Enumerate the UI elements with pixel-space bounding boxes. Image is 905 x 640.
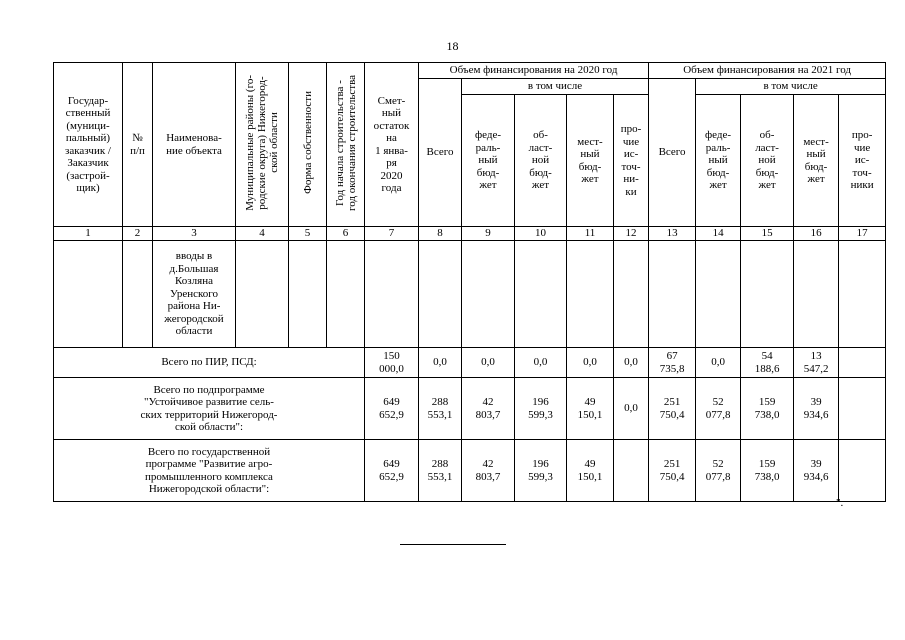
row-label: Всего по ПИР, ПСД: bbox=[54, 348, 365, 378]
cell-other-2021 bbox=[839, 378, 886, 440]
header-regional-2021: об- ласт- ной бюд- жет bbox=[741, 95, 794, 227]
cell-total-2020: 288 553,1 bbox=[419, 440, 462, 502]
cell-other-2021 bbox=[839, 440, 886, 502]
header-including-2020: в том числе bbox=[462, 79, 649, 95]
column-number: 11 bbox=[567, 227, 614, 241]
column-number: 10 bbox=[515, 227, 567, 241]
cell-other-2020 bbox=[614, 440, 649, 502]
continuation-row bbox=[54, 241, 886, 348]
cell-total-2021: 67 735,8 bbox=[649, 348, 696, 378]
cell-local-2021: 39 934,6 bbox=[794, 378, 839, 440]
header-local-2020: мест- ный бюд- жет bbox=[567, 95, 614, 227]
cell-balance: 649 652,9 bbox=[365, 440, 419, 502]
cell-federal-2020: 42 803,7 bbox=[462, 440, 515, 502]
column-number: 8 bbox=[419, 227, 462, 241]
header-federal-2020: феде- раль- ный бюд- жет bbox=[462, 95, 515, 227]
column-number: 9 bbox=[462, 227, 515, 241]
header-districts: Муниципальные районы (го- родские округа) Нижегород- ской области bbox=[236, 63, 289, 227]
object-name-continuation: вводы в д.Большая Козляна Уренского района Ни- жегородской области bbox=[153, 241, 236, 348]
financing-table bbox=[53, 62, 886, 502]
header-federal-2021: феде- раль- ный бюд- жет bbox=[696, 95, 741, 227]
cell-federal-2020: 42 803,7 bbox=[462, 378, 515, 440]
column-number: 7 bbox=[365, 227, 419, 241]
row-label: Всего по подпрограмме "Устойчивое развитие сель- ских территорий Нижегород- ской области": bbox=[54, 378, 365, 440]
cell-regional-2021: 159 738,0 bbox=[741, 440, 794, 502]
column-number: 4 bbox=[236, 227, 289, 241]
cell-balance: 649 652,9 bbox=[365, 378, 419, 440]
cell-regional-2020: 196 599,3 bbox=[515, 378, 567, 440]
closing-quote: ". bbox=[836, 497, 844, 509]
header-balance: Смет- ный остаток на 1 янва- ря 2020 года bbox=[365, 63, 419, 227]
column-number: 1 bbox=[54, 227, 123, 241]
row-label: Всего по государственной программе "Развитие агро- промышленного комплекса Нижегородской области": bbox=[54, 440, 365, 502]
column-number-row bbox=[54, 227, 886, 241]
column-number: 17 bbox=[839, 227, 886, 241]
footer-divider bbox=[400, 544, 506, 545]
cell-balance: 150 000,0 bbox=[365, 348, 419, 378]
header-ownership: Форма собственности bbox=[289, 63, 327, 227]
cell-regional-2020: 196 599,3 bbox=[515, 440, 567, 502]
cell-regional-2021: 54 188,6 bbox=[741, 348, 794, 378]
header-years: Год начала строительства - год окончания строительства bbox=[327, 63, 365, 227]
cell-local-2021: 39 934,6 bbox=[794, 440, 839, 502]
header-total-2020: Всего bbox=[419, 79, 462, 227]
page-number: 18 bbox=[446, 39, 459, 53]
row-subprogram bbox=[54, 378, 886, 440]
column-number: 15 bbox=[741, 227, 794, 241]
column-number: 13 bbox=[649, 227, 696, 241]
header-other-2021: про- чие ис- точ- ники bbox=[839, 95, 886, 227]
cell-federal-2021: 52 077,8 bbox=[696, 440, 741, 502]
column-number: 14 bbox=[696, 227, 741, 241]
row-pir-psd bbox=[54, 348, 886, 378]
column-number: 6 bbox=[327, 227, 365, 241]
header-customer: Государ- ственный (муници- пальный) заказчик / Заказчик (застрой- щик) bbox=[54, 63, 123, 227]
column-number: 3 bbox=[153, 227, 236, 241]
cell-other-2021 bbox=[839, 348, 886, 378]
cell-other-2020: 0,0 bbox=[614, 378, 649, 440]
header-row-1 bbox=[54, 63, 886, 79]
header-object-name: Наименова- ние объекта bbox=[153, 63, 236, 227]
header-local-2021: мест- ный бюд- жет bbox=[794, 95, 839, 227]
cell-regional-2020: 0,0 bbox=[515, 348, 567, 378]
header-funding-2021: Объем финансирования на 2021 год bbox=[649, 63, 886, 79]
row-state-program bbox=[54, 440, 886, 502]
cell-total-2020: 288 553,1 bbox=[419, 378, 462, 440]
header-funding-2020: Объем финансирования на 2020 год bbox=[419, 63, 649, 79]
cell-total-2021: 251 750,4 bbox=[649, 378, 696, 440]
cell-local-2020: 49 150,1 bbox=[567, 440, 614, 502]
header-other-2020: про- чие ис- точ- ни- ки bbox=[614, 95, 649, 227]
cell-local-2020: 0,0 bbox=[567, 348, 614, 378]
header-including-2021: в том числе bbox=[696, 79, 886, 95]
column-number: 16 bbox=[794, 227, 839, 241]
column-number: 5 bbox=[289, 227, 327, 241]
cell-local-2020: 49 150,1 bbox=[567, 378, 614, 440]
column-number: 12 bbox=[614, 227, 649, 241]
cell-total-2021: 251 750,4 bbox=[649, 440, 696, 502]
cell-federal-2020: 0,0 bbox=[462, 348, 515, 378]
cell-other-2020: 0,0 bbox=[614, 348, 649, 378]
column-number: 2 bbox=[123, 227, 153, 241]
header-number: № п/п bbox=[123, 63, 153, 227]
cell-federal-2021: 0,0 bbox=[696, 348, 741, 378]
cell-total-2020: 0,0 bbox=[419, 348, 462, 378]
header-total-2021: Всего bbox=[649, 79, 696, 227]
cell-regional-2021: 159 738,0 bbox=[741, 378, 794, 440]
cell-local-2021: 13 547,2 bbox=[794, 348, 839, 378]
cell-federal-2021: 52 077,8 bbox=[696, 378, 741, 440]
header-regional-2020: об- ласт- ной бюд- жет bbox=[515, 95, 567, 227]
